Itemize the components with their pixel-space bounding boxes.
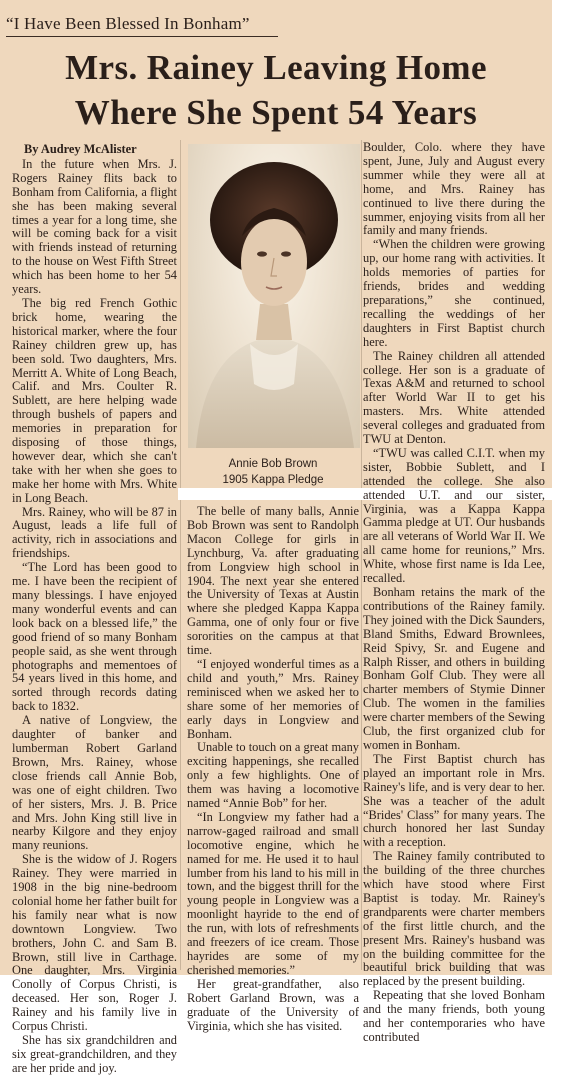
paragraph: Bonham retains the mark of the contributions of the Rainey family. They joined with the Dick Saunders, Bland Smiths, Edward Brownlees, Reid Spivy, Sr. and Eugene and Ralph Risser, and others in building Bonham Golf Club. They were all charter members of Stymie Dinner Club. The women in the families were charter members of the Sewing Club, the first organized club for women in Bonham. [363, 585, 545, 752]
paragraph: The First Baptist church has played an important role in Mrs. Rainey's life, and is very dear to her. She was a teacher of the adult “Brides' Class” for many years. The church honored her last Sunday with a reception. [363, 751, 545, 850]
paragraph: “I enjoyed wonderful times as a child and youth,” Mrs. Rainey reminisced when we asked her to share some of her memories of early days in Longview and Bonham. [187, 656, 359, 741]
kicker-headline: “I Have Been Blessed In Bonham” [6, 14, 278, 37]
paragraph: Mrs. Rainey, who will be 87 in August, leads a life full of activity, rich in associations and friendships. [12, 504, 177, 561]
article-column-2 [187, 504, 359, 1033]
paragraph: She has six grandchildren and six great-grandchildren, and they are her pride and joy. [12, 1033, 177, 1075]
paragraph: “When the children were growing up, our home rang with activities. It holds memories of parties for friends, brides and wedding preparations,” she continued, recalling the weddings of her daughters in First Baptist church here. [363, 237, 545, 349]
article-column-3 [363, 140, 545, 1044]
paragraph: “TWU was called C.I.T. when my sister, Bobbie Sublett, and I attended the college. She also attended U.T. and our sister, Virginia, was a Kappa Kappa Gamma pledge at UT. Our husbands are all veterans of World War II. We all came home for reunions,” Mrs. White, whose first name is Ida Lee, recalled. [363, 445, 545, 586]
paragraph: Boulder, Colo. where they have spent, June, July and August every summer while they were all at home, and Mrs. Rainey has continued to live there during the summer, enjoying visits from all her family and many friends. [363, 140, 545, 238]
article-column-1 [12, 142, 177, 1075]
byline: By Audrey McAlister [24, 142, 137, 156]
paragraph: She is the widow of J. Rogers Rainey. They were married in 1908 in the big nine-bedroom colonial home her father built for his family near what is now downtown Longview. Two brothers, John C. and Sam B. Brown, still live in Carthage. One daughter, Mrs. Virginia Conolly of Corpus Christi, is deceased. Her son, Roger J. Rainey and his family live in Corpus Christi. [12, 852, 177, 1034]
headline-line-2: Where She Spent 54 Years [74, 93, 478, 132]
paragraph: The Rainey family contributed to the building of the three churches which have stood where First Baptist is today. Mr. Rainey's grandparents were charter members of the first little church, and the present Mrs. Rainey's husband was on the building committee for the beautiful brick building that was replaced by the present building. [363, 849, 545, 989]
headline-line-1: Mrs. Rainey Leaving Home [65, 48, 487, 87]
paragraph: The big red French Gothic brick home, wearing the historical marker, where the four Rainey children grew up, has been sold. Two daughters, Mrs. Merritt A. White of Long Beach, Calif. and Mrs. Coulter R. Sublett, are here helping wade through bushels of papers and memories in preparation for disposing of those things, however dear, which she can't take with her when she goes to make her home with Mrs. White in Long Beach. [12, 295, 177, 505]
paragraph: A native of Longview, the daughter of banker and lumberman Robert Garland Brown, Mrs. Rainey, whose close friends call Annie Bob, was one of eight children. Two of her sisters, Mrs. J. B. Price and Mrs. John King still live in nearby Kilgore and they enjoy many reunions. [12, 713, 177, 853]
caption-detail: 1905 Kappa Pledge [222, 474, 324, 486]
photo-caption [187, 456, 359, 488]
portrait-photo [188, 144, 360, 448]
paragraph: Unable to touch on a great many exciting happenings, she recalled only a few highlights. One of them was having a locomotive named “Annie Bob” for her. [187, 740, 359, 811]
paragraph: The belle of many balls, Annie Bob Brown was sent to Randolph Macon College for girls in Lynchburg, Va. after graduating from Longview high school in 1904. The next year she entered the University of Texas at Austin where she pledged Kappa Kappa Gamma, one of only four or five sororities on the campus at that time. [187, 504, 359, 658]
paragraph: Repeating that she loved Bonham and the many friends, both young and her contemporaries who have contributed [363, 988, 545, 1044]
caption-name: Annie Bob Brown [228, 458, 318, 470]
paragraph: Her great-grandfather, also Robert Garland Brown, was a graduate of the University of Virginia, which she has visited. [187, 976, 359, 1033]
column-rule [180, 140, 181, 970]
paragraph: The Rainey children all attended college. Her son is a graduate of Texas A&M and returned to school after World War II to get his masters. Mrs. White attended several colleges and graduated from TWU at Denton. [363, 348, 545, 447]
paragraph: In the future when Mrs. J. Rogers Rainey flits back to Bonham from California, a flight she has been making several times a year for a long time, she will be coming back for a visit with friends instead of returning to the house on West Fifth Street which has been home to her 54 years. [12, 156, 177, 297]
paragraph: “The Lord has been good to me. I have been the recipient of many blessings. I have enjoyed many wonderful events and can look back on a blessed life,” the good friend of so many Bonham people said, as she went through photographs and mementoes of 54 years lived in this home, and sorted through records dating back to 1832. [12, 560, 177, 714]
column-rule [361, 140, 362, 970]
paragraph: “In Longview my father had a narrow-gaged railroad and small locomotive engine, which he named for me. He used it to haul lumber from his land to his mill in town, and the biggest thrill for the young people in Longview was a moonlight hayride to the end of the run, with lots of refreshments and freezers of ice cream. Those hayrides are some of my cherished memories.” [187, 809, 359, 977]
